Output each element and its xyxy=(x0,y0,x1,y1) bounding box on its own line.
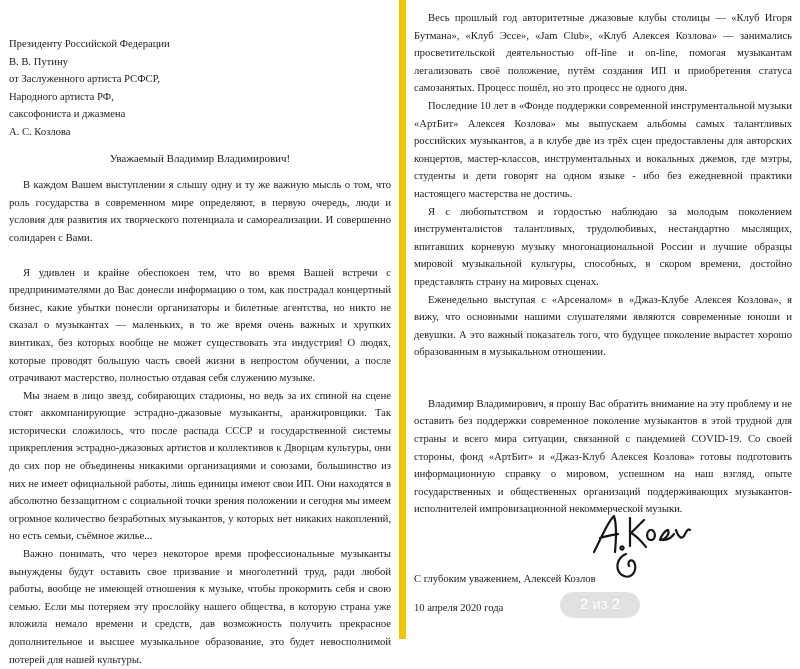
closing-line: С глубоким уважением, Алексей Козлов xyxy=(414,574,596,586)
letter-page-1 xyxy=(0,0,399,666)
addressee-line: Президенту Российской Федерации xyxy=(9,39,170,50)
paragraph: Еженедельно выступая с «Арсеналом» в «Джаз-Клубе Алексея Козлова», я вижу, что основными нашими слушателями являются современные юноши и девушки. А это важный показатель того, что будущее поколение вырастет хорошо образованным в музыкальном отношении. xyxy=(414,294,792,359)
addressee-block xyxy=(9,36,391,142)
addressee-line: В. В. Путину xyxy=(9,56,68,68)
paragraph: Я удивлен и крайне обеспокоен тем, что во время Вашей встречи с предпринимателями до Вас донесли информацию о том, как пострадал концертный бизнес, какие убытки понесли организаторы и билетные агентства, но никто не сказал о музыкантах — маленьких, в то же время очень важных и хрупких винтиках, без которых вообще не может существовать эта индустрия! О людях, которые проводят большую часть своей жизни в непростом обучении, а после отрачивают мастерство, полностью отдавая себя служению музыке. xyxy=(9,267,391,385)
paragraph: В каждом Вашем выступлении я слышу одну и ту же важную мысль о том, что роль государства в современном мире определяют, в первую очередь, люди и условия для развития их творческого потенциала и самореализации. И совершенно солидарен с Вами. xyxy=(9,180,391,244)
addressee-line: саксофониста и джазмена xyxy=(9,109,126,121)
addressee-line: А. С. Козлова xyxy=(9,126,71,138)
paragraph: Последние 10 лет в «Фонде поддержки современной инструментальной музыки «АртБит» Алексея Козлова» мы выпускаем альбомы самых талантливых российских музыкантов, а в клубе две из трёх сцен предоставлены для авторских концертов, мастер-классов, инструментальных и вокальных джемов, где мэтры, студенты и дети говорят на одном языке - ибо без ежедневной практики настоящего мастерства не достичь. xyxy=(414,100,792,200)
letter-date: 10 апреля 2020 года xyxy=(414,602,504,614)
greeting: Уважаемый Владимир Владимирович! xyxy=(109,152,291,165)
paragraph: Важно понимать, что через некоторое время профессиональные музыканты вынуждены будут оставить свое призвание и многолетний труд, ради любой работы, вообще не имеющей отношения к музыке, чтобы прокормить себя и свою семью. Если мы потеряем эту прослойку нашего общества, в которую страна уже вложила немало времени и средств, дав возможность получить прекрасное дополнительное и высшее музыкальное образование, это будет невосполнимой потерей для нашей культуры. xyxy=(9,549,391,666)
paragraph: Владимир Владимирович, я прошу Вас обратить внимание на эту проблему и не оставить без поддержки современное поколение музыкантов в этой трудной для страны и всего мира ситуации, связанной с пандемией COVID-19. Со своей стороны, фонд «АртБит» и «Джаз-Клуб Алексея Козлова» готовы подготовить информационную справку о мировом, успешном на наш взгляд, опыте государственных и общественных организаций поддерживающих музыкантов-исполнителей импровизационной некоммерческой музыки. xyxy=(414,398,792,516)
paragraph: Весь прошлый год авторитетные джазовые клубы столицы — «Клуб Игоря Бутмана», «Клуб Эссе», «Jam Club», «Клуб Алексея Козлова» — занимались просветительской деятельностью off-line и on-line, помогая музыкантам легализовать своё положение, путём создания ИП и приобретения статуса самозанятых. Процесс пошёл, но это процесс не одного дня. xyxy=(414,13,792,95)
page-divider xyxy=(399,0,406,639)
paragraph: Я с любопытством и гордостью наблюдаю за молодым поколением инструменталистов талантливых, трудолюбивых, нестандартно мыслящих, впитавших корневую музыку многонациональной России и лучшие образцы мировой музыкальной культуры, способных, в скором времени, достойно представлять страну на мировых сценах. xyxy=(414,206,792,288)
addressee-line: от Заслуженного артиста РСФСР, xyxy=(9,74,160,86)
addressee-line: Народного артиста РФ, xyxy=(9,91,114,103)
page-indicator: 2 из 2 xyxy=(560,592,640,618)
handwritten-signature xyxy=(586,506,696,582)
paragraph: Мы знаем в лицо звезд, собирающих стадионы, но ведь за их спиной на сцене стоят аккомпанирующие эстрадно-джазовые музыканты, аранжировщики. Так исторически сложилось, что после распада СССР и государственной системы прикрепления эстрадно-джазовых артистов и коллективов к Дворцам культуры, они до сих пор не объединены никакими организациями и союзами, большинство из них не имеет официальной работы, лишь единицы имеют свои ИП. Они находятся в абсолютно беззащитном с социальной точки зрения положении и сегодня мы имеем огромное количество безработных музыкантов, у которых нет никаких накоплений, но есть семьи, съёмное жилье... xyxy=(9,390,391,543)
